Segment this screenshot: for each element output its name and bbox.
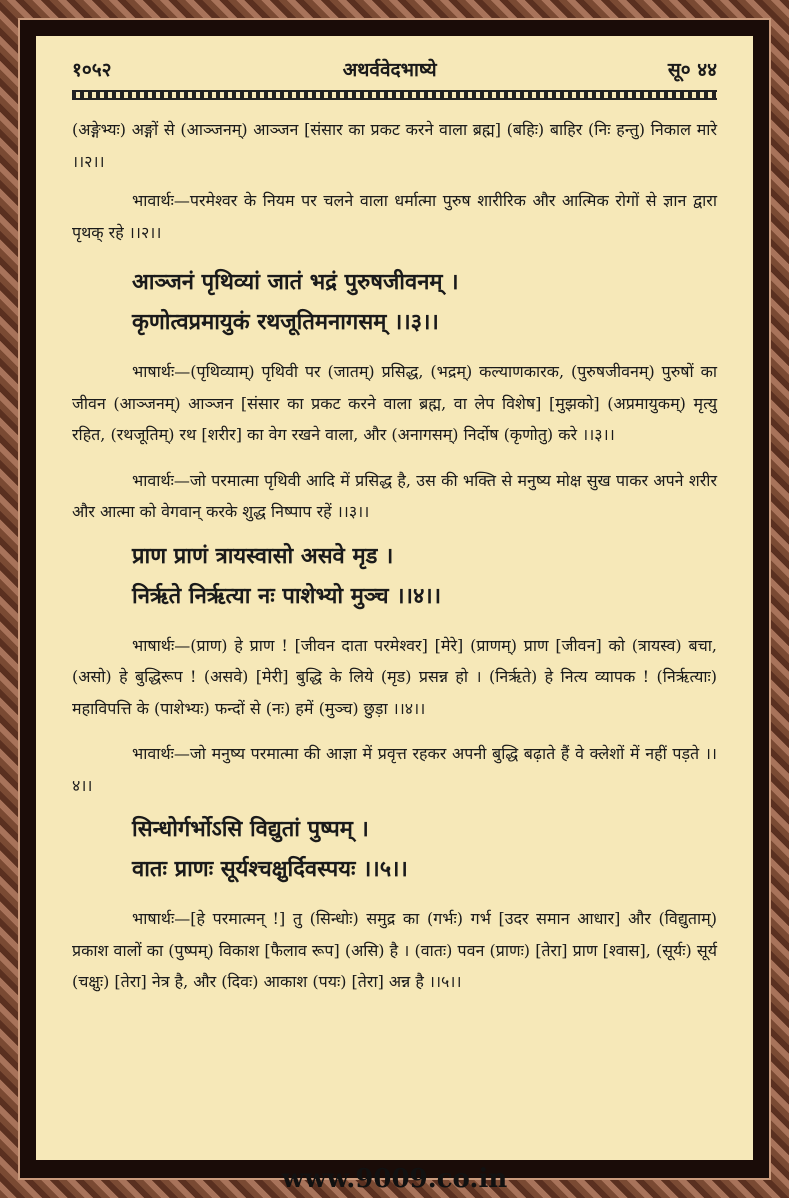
meaning-paragraph: भावार्थः—जो परमात्मा पृथिवी आदि में प्रसिद्ध है, उस की भक्ति से मनुष्य मोक्ष सुख पाकर अपने शरीर और आत्मा को वेगवान् करके शुद्ध निष्पाप रहें ।।३।।: [72, 470, 717, 521]
mantra-line: निर्ऋते निर्ऋत्या नः पाशेभ्यो मुञ्च ।।४।।: [132, 582, 442, 609]
mantra-line: कृणोत्वप्रमायुकं रथजूतिमनागसम् ।।३।।: [132, 309, 439, 335]
mantra-line: सिन्धोर्गर्भोऽसि विद्युतां पुष्पम् ।: [132, 816, 369, 842]
commentary-paragraph: (अङ्गेभ्यः) अङ्गों से (आञ्जनम्) आञ्जन [संसार का प्रकट करने वाला ब्रह्म] (बहिः) बाहिर (निः हन्तु) निकाल मारे ।।२।।: [72, 120, 717, 171]
meaning-paragraph: भावार्थः—परमेश्वर के नियम पर चलने वाला धर्मात्मा पुरुष शारीरिक और आत्मिक रोगों से ज्ञान द्वारा पृथक् रहे ।।२।।: [72, 191, 717, 242]
mantra-line: वातः प्राणः सूर्यश्चक्षुर्दिवस्पयः ।।५।।: [132, 856, 408, 882]
meaning-paragraph: भावार्थः—जो मनुष्य परमात्मा की आज्ञा में प्रवृत्त रहकर अपनी बुद्धि बढ़ाते हैं वे क्लेशों में नहीं पड़ते ।।४।।: [72, 744, 717, 795]
website-link[interactable]: www.9009.co.in: [281, 1164, 508, 1194]
page-number: १०५२: [72, 59, 112, 81]
sukta-number: सू० ४४: [667, 59, 717, 81]
commentary-paragraph: भाषार्थः—(प्राण) हे प्राण ! [जीवन दाता परमेश्वर] [मेरे] (प्राणम्) प्राण [जीवन] को (त्रायस्व) बचा, (असो) हे बुद्धिरूप ! (असवे) [मेरी] बुद्धि के लिये (मृड) प्रसन्न हो । (निर्ऋते) हे नित्य व्यापक ! (निर्ऋत्याः) महाविपत्ति के (पाशेभ्यः) फन्दों से (नः) हमें (मुञ्च) छुड़ा ।।४।।: [72, 635, 717, 718]
mantra-line: आञ्जनं पृथिव्यां जातं भद्रं पुरुषजीवनम् ।: [132, 269, 459, 295]
book-title: अथर्ववेदभाष्ये: [342, 59, 437, 81]
mantra-line: प्राण प्राणं त्रायस्वासो असवे मृड ।: [132, 542, 394, 569]
commentary-paragraph: भाषार्थः—(पृथिव्याम्) पृथिवी पर (जातम्) प्रसिद्ध, (भद्रम्) कल्याणकारक, (पुरुषजीवनम्) पुरुषों का जीवन (आञ्जनम्) आञ्जन [संसार का प्रकट करने वाला ब्रह्म, वा लेप विशेष] [मुझको] (अप्रमायुकम्) मृत्यु रहित, (रथजूतिम्) रथ [शरीर] का वेग रखने वाला, और (अनागसम्) निर्दोष (कृणोतु) करे ।।३।।: [72, 362, 717, 444]
website-footer: [0, 1160, 789, 1198]
page-header: [72, 56, 717, 86]
book-page: [36, 36, 753, 1160]
commentary-paragraph: भाषार्थः—[हे परमात्मन् !] तु (सिन्धोः) समुद्र का (गर्भः) गर्भ [उदर समान आधार] और (विद्युताम्) प्रकाश वालों का (पुष्पम्) विकाश [फैलाव रूप] (असि) है । (वातः) पवन (प्राणः) [तेरा] प्राण [श्वास], (सूर्यः) सूर्य (चक्षुः) [तेरा] नेत्र है, और (दिवः) आकाश (पयः) [तेरा] अन्न है ।।५।।: [72, 909, 717, 991]
header-divider: [72, 90, 717, 100]
